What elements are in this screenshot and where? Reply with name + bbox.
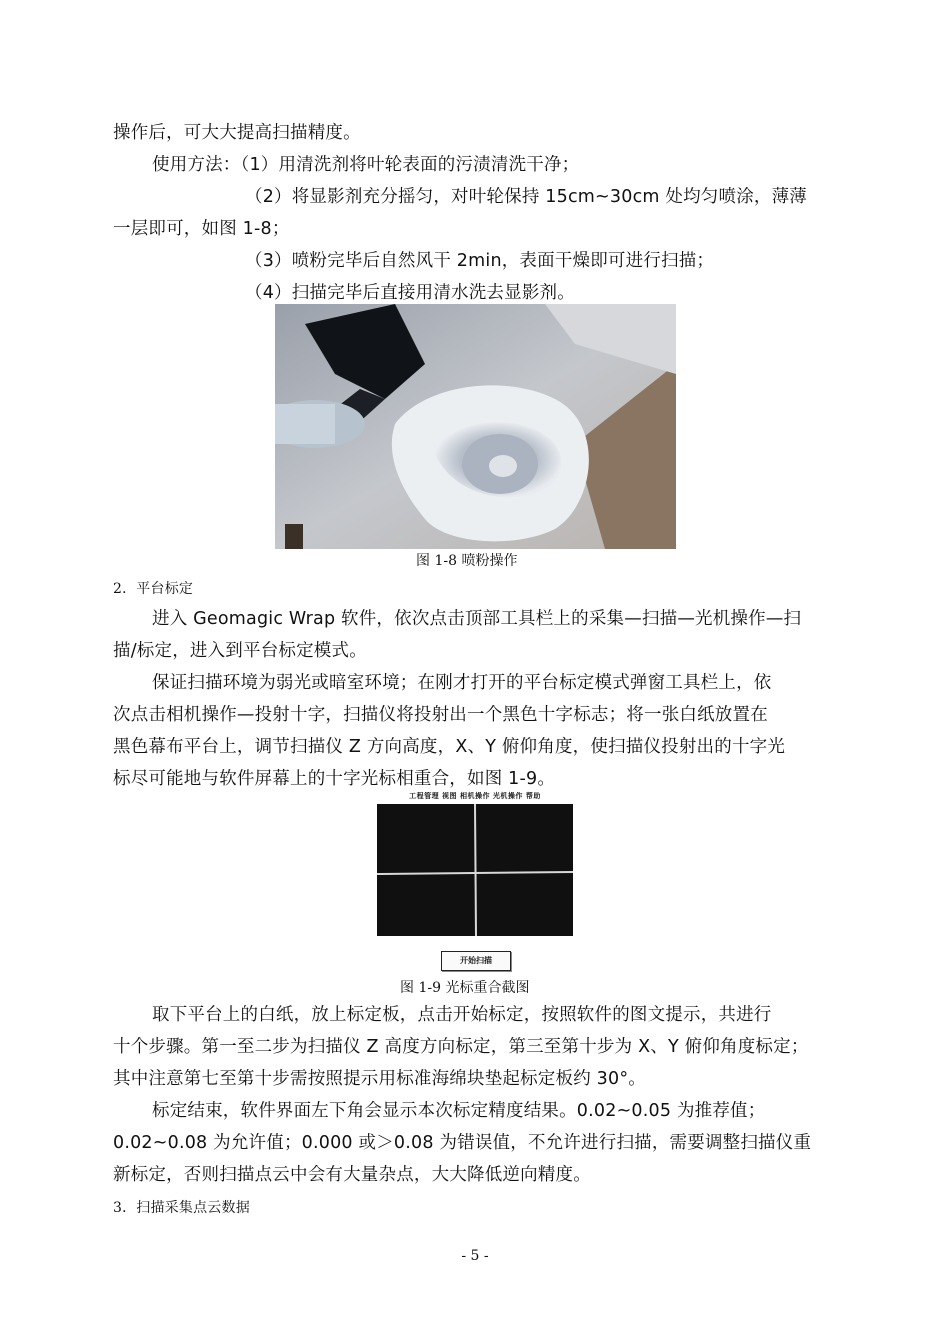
screenshot-menu-bar: 工程管理 视图 相机操作 光机操作 帮助 xyxy=(409,792,541,800)
section-heading: 3．扫描采集点云数据 xyxy=(113,1200,250,1216)
section-heading: 2．平台标定 xyxy=(113,581,194,597)
page-number: - 5 - xyxy=(461,1248,489,1264)
paragraph-line: 一层即可，如图 1-8； xyxy=(113,219,290,239)
paragraph-line: 标定结束，软件界面左下角会显示本次标定精度结果。0.02~0.05 为推荐值； xyxy=(152,1101,766,1121)
figure-caption: 图 1-8 喷粉操作 xyxy=(416,553,518,569)
paragraph-line: 新标定，否则扫描点云中会有大量杂点，大大降低逆向精度。 xyxy=(113,1165,591,1185)
paragraph-line: 黑色幕布平台上，调节扫描仪 Z 方向高度，X、Y 俯仰角度，使扫描仪投射出的十字光 xyxy=(113,737,786,757)
paragraph-line: 保证扫描环境为弱光或暗室环境；在刚才打开的平台标定模式弹窗工具栏上，依 xyxy=(152,673,772,693)
paragraph-line: 取下平台上的白纸，放上标定板，点击开始标定，按照软件的图文提示，共进行 xyxy=(152,1005,772,1025)
paragraph-line: 使用方法：（1）用清洗剂将叶轮表面的污渍清洗干净； xyxy=(152,155,580,175)
paragraph-line: 进入 Geomagic Wrap 软件，依次点击顶部工具栏上的采集—扫描—光机操作—扫 xyxy=(152,609,802,629)
paragraph-line: 描/标定，进入到平台标定模式。 xyxy=(113,641,367,661)
paragraph-line: 标尽可能地与软件屏幕上的十字光标相重合，如图 1-9。 xyxy=(113,769,556,789)
paragraph-line: 其中注意第七至第十步需按照提示用标准海绵块垫起标定板约 30°。 xyxy=(113,1069,646,1089)
paragraph-line: （3）喷粉完毕后自然风干 2min，表面干燥即可进行扫描； xyxy=(245,251,715,271)
crosshair-screenshot xyxy=(375,788,575,973)
paragraph-line: （4）扫描完毕后直接用清水洗去显影剂。 xyxy=(245,283,575,303)
spray-operation-photo xyxy=(275,304,676,549)
paragraph-line: 0.02~0.08 为允许值；0.000 或＞0.08 为错误值，不允许进行扫描，需要调整扫描仪重 xyxy=(113,1133,812,1153)
figure-caption: 图 1-9 光标重合截图 xyxy=(400,980,530,996)
paragraph-line: 十个步骤。第一至二步为扫描仪 Z 高度方向标定，第三至第十步为 X、Y 俯仰角度标定； xyxy=(113,1037,809,1057)
paragraph-line: 操作后，可大大提高扫描精度。 xyxy=(113,123,361,143)
paragraph-line: （2）将显影剂充分摇匀，对叶轮保持 15cm~30cm 处均匀喷涂，薄薄 xyxy=(245,187,807,207)
screenshot-black-screen xyxy=(377,804,573,936)
paragraph-line: 次点击相机操作—投射十字，扫描仪将投射出一个黑色十字标志；将一张白纸放置在 xyxy=(113,705,768,725)
start-scan-button: 开始扫描 xyxy=(441,951,511,971)
